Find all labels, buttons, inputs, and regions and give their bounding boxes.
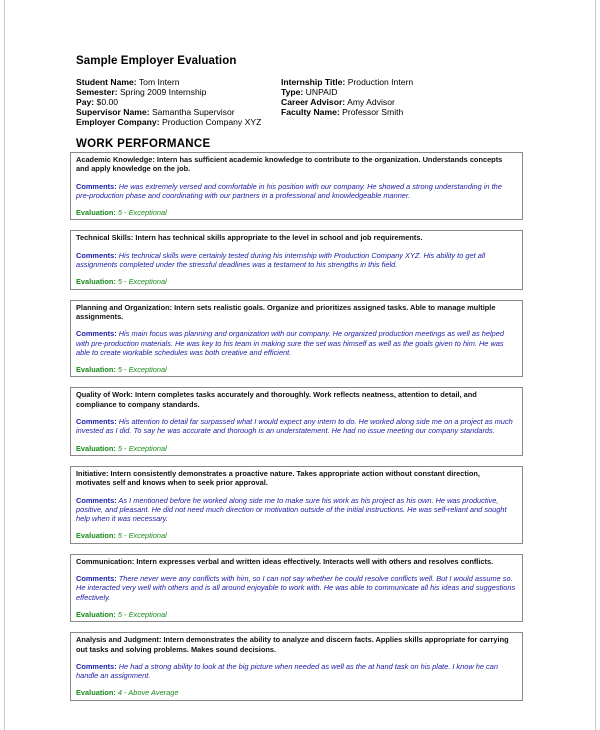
criterion-evaluation: Evaluation: 5 - Exceptional: [76, 365, 167, 375]
criterion-comment: Comments: There never were any conflicts with him, so I can not say whether he could resolve conflicts well. But I would assume so. He interacted very well with others and is all around enjoyable to work with. He was able to communicate all his ideas and suggestions effectively.: [76, 574, 516, 602]
criterion-question: Academic Knowledge: Intern has sufficient academic knowledge to contribute to the organization. Understands concepts and apply knowledge on the job.: [76, 155, 503, 174]
criterion-comment: Comments: As I mentioned before he worked along side me to make sure his work as his project as his own. He was productive, positive, and pleasant. He did not need much direction or motivation outside of the initial instructions. He was self-reliant and sought help when it was necessary.: [76, 495, 507, 524]
criterion-question: Technical Skills: Intern has technical skills appropriate to the level in school and job requirements.: [76, 233, 423, 243]
criterion-comment: Comments: He had a strong ability to look at the big picture when needed as well as the at hand task on his plate. I know he can handle an assignment.: [76, 661, 498, 681]
info-row-pay: Pay: $0.00: [76, 97, 119, 107]
criterion-technical-skills: [70, 230, 523, 289]
criterion-question: Analysis and Judgment: Intern demonstrates the ability to analyze and discern facts. Applies skills appropriate for carrying out tasks and solving problems. Makes sound decisions.: [76, 635, 509, 654]
criterion-evaluation: Evaluation: 4 - Above Average: [76, 688, 179, 698]
section-title: WORK PERFORMANCE: [76, 138, 211, 150]
criterion-communication: [70, 554, 523, 622]
criterion-question: Initiative: Intern consistently demonstrates a proactive nature. Takes appropriate action without constant direction, motivates self and knows when to seek prior approval.: [76, 468, 480, 488]
criterion-evaluation: Evaluation: 5 - Exceptional: [76, 443, 167, 453]
criterion-initiative: [70, 466, 523, 544]
info-row-internship-title: Internship Title: Production Intern: [281, 77, 414, 87]
info-row-student-name: Student Name: Tom Intern: [76, 77, 180, 87]
criterion-comment: Comments: His main focus was planning and organization with our company. He organized production meetings as well as helped with pre-production materials. He was key to his team in making sure the set was himself as well as the goals given to him. He was able to create workable schedules was both creative and efficient.: [76, 329, 504, 357]
info-row-faculty: Faculty Name: Professor Smith: [281, 107, 404, 117]
info-row-employer: Employer Company: Production Company XYZ: [76, 117, 262, 127]
criterion-analysis-judgment: [70, 632, 523, 700]
criterion-evaluation: Evaluation: 5 - Exceptional: [76, 531, 167, 541]
criterion-academic-knowledge: [70, 152, 523, 220]
criterion-planning-organization: [70, 300, 523, 378]
student-info-left: [76, 77, 276, 127]
criterion-question: Quality of Work: Intern completes tasks accurately and thoroughly. Work reflects neatness, attention to detail, and compliance to company standards.: [76, 390, 477, 409]
info-row-semester: Semester: Spring 2009 Internship: [76, 87, 207, 97]
page-edge-left: [4, 0, 5, 730]
criterion-question: Planning and Organization: Intern sets realistic goals. Organize and prioritizes assigned tasks. Able to manage multiple assignments.: [76, 302, 496, 321]
criterion-comment: Comments: His attention to detail far surpassed what I would expect any intern to do. He worked along side me on a project as much invested as I did. To say he was accurate and thorough is an understatement. He had no issue meeting our company standards.: [76, 417, 513, 436]
info-row-career-advisor: Career Advisor: Amy Advisor: [281, 97, 395, 107]
evaluation-list: [70, 152, 523, 711]
criterion-evaluation: Evaluation: 5 - Exceptional: [76, 208, 167, 218]
criterion-evaluation: Evaluation: 5 - Exceptional: [76, 277, 167, 287]
criterion-comment: Comments: His technical skills were certainly tested during his internship with Production Company XYZ. His ability to get all assignments completed under the stressful deadlines was a testament to his strengths in this field.: [76, 250, 486, 270]
criterion-quality-of-work: [70, 387, 523, 455]
criterion-comment: Comments: He was extremely versed and comfortable in his position with our company. He showed a strong understanding in the pre-production phase and coordinating with our partners in a professional and knowledgeable manner.: [76, 181, 502, 200]
document-title: Sample Employer Evaluation: [76, 55, 237, 67]
criterion-question: Communication: Intern expresses verbal and written ideas effectively. Interacts well with others and resolves conflicts.: [76, 556, 494, 566]
criterion-evaluation: Evaluation: 5 - Exceptional: [76, 609, 167, 619]
page-edge-right: [595, 0, 596, 730]
student-info-right: [281, 77, 521, 117]
info-row-supervisor: Supervisor Name: Samantha Supervisor: [76, 107, 235, 117]
info-row-type: Type: UNPAID: [281, 87, 338, 97]
